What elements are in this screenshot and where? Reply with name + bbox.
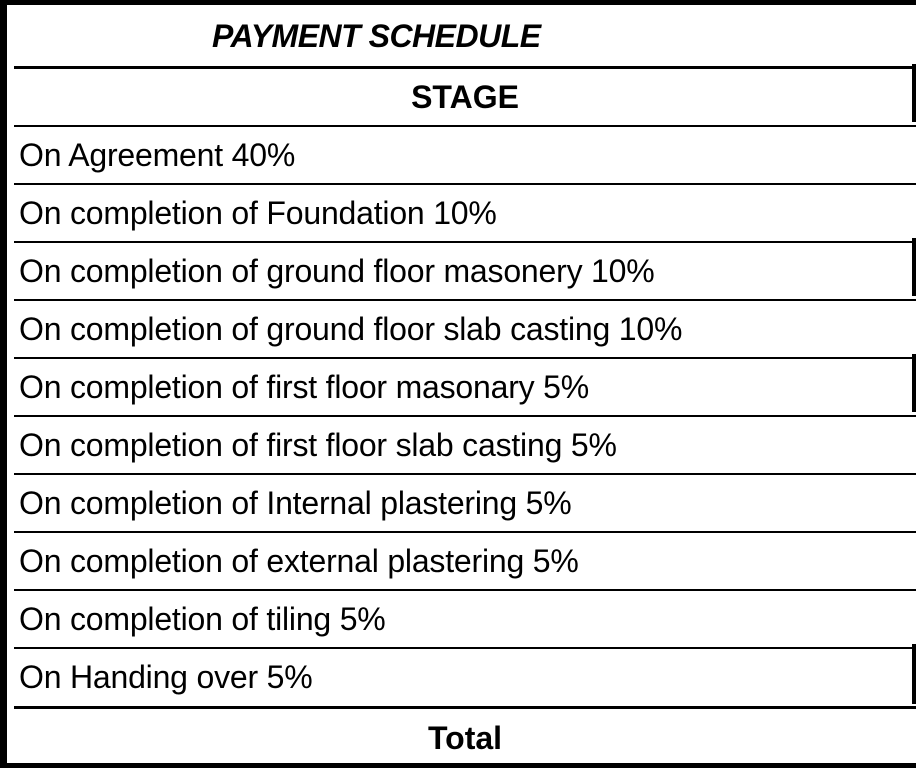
table-row bbox=[14, 301, 916, 359]
column-header-row bbox=[14, 69, 916, 127]
right-border-segment bbox=[912, 644, 916, 704]
table-row bbox=[14, 185, 916, 243]
total-label: Total bbox=[427, 720, 503, 756]
table-row-text: On completion of ground floor masonery 10% bbox=[19, 252, 655, 289]
table-row-text: On completion of ground floor slab casting 10% bbox=[19, 310, 683, 347]
table-row bbox=[14, 127, 916, 185]
table-row-text: On completion of Internal plastering 5% bbox=[19, 484, 572, 521]
table-row-text: On Handing over 5% bbox=[19, 659, 313, 695]
total-row bbox=[14, 709, 916, 768]
table-row bbox=[14, 243, 916, 301]
table-row bbox=[14, 475, 916, 533]
table-row bbox=[14, 649, 916, 709]
table-row bbox=[14, 591, 916, 649]
table-title: PAYMENT SCHEDULE bbox=[212, 18, 541, 54]
table-row bbox=[14, 417, 916, 475]
right-border-segment bbox=[912, 354, 916, 412]
column-header-stage: STAGE bbox=[411, 78, 519, 115]
table-row-text: On completion of first floor masonary 5% bbox=[19, 368, 590, 405]
table-row-text: On completion of first floor slab casting 5% bbox=[19, 426, 617, 463]
table-row bbox=[14, 533, 916, 591]
table-row bbox=[14, 359, 916, 417]
table-row-text: On completion of tiling 5% bbox=[19, 600, 386, 637]
table-row-text: On Agreement 40% bbox=[19, 136, 296, 173]
table-title-row bbox=[14, 10, 916, 69]
right-border-segment bbox=[912, 64, 916, 122]
right-border-segment bbox=[912, 238, 916, 296]
table-row-text: On completion of external plastering 5% bbox=[19, 542, 579, 579]
table-row-text: On completion of Foundation 10% bbox=[19, 194, 497, 231]
